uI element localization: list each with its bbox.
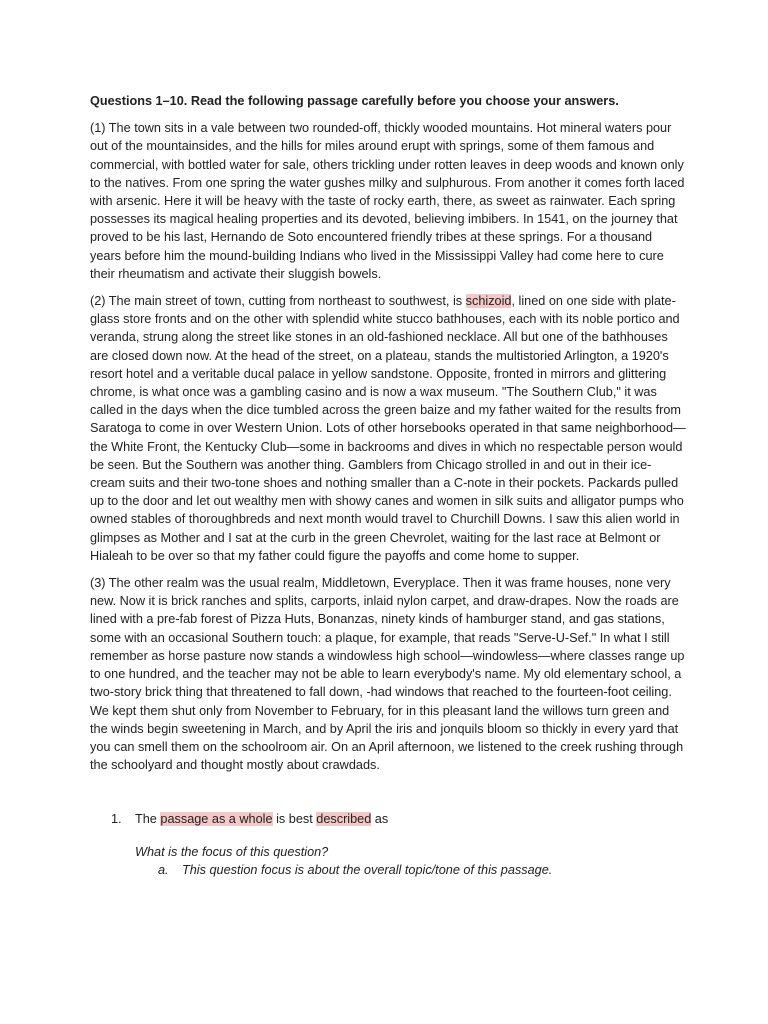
question-text-part-2: is best: [272, 812, 317, 827]
focus-prompt: What is the focus of this question?: [135, 844, 329, 859]
question-1: [90, 810, 686, 879]
question-number: 1.: [111, 812, 122, 827]
instructions-heading: Questions 1–10. Read the following passage carefully before you choose your answers.: [90, 94, 619, 108]
answer-text: This question focus is about the overall topic/tone of this passage.: [182, 862, 553, 877]
answer-item-a: [158, 861, 686, 879]
question-text-part-3: as: [371, 812, 389, 827]
answer-letter: a.: [158, 862, 169, 877]
question-text-part-1: The: [135, 812, 161, 827]
highlight-passage-as-a-whole: passage as a whole: [160, 812, 273, 827]
question-stem: [135, 810, 686, 828]
highlighted-word-schizoid: schizoid: [465, 294, 512, 309]
paragraph-2-text-after: , lined on one side with plate-glass store fronts and on the other with splendid white stucco bathhouses, each with its noble portico and veranda, strung along the street like stones in an old-fashioned necklace. All but one of the bathhouses are closed down now. At the head of the street, on a plateau, stands the multistoried Arlington, a 1920's resort hotel and a veritable ducal palace in yellow sandstone. Opposite, fronted in mirrors and glittering chrome, is what once was a gambling casino and is now a wax museum. "The Southern Club," it was called in the days when the dice tumbled across the green baize and my father waited for the results from Saratoga to come in over Western Union. Lots of other horsebooks operated in that same neighborhood—the White Front, the Kentucky Club—some in backrooms and dives in which no respectable person would be seen. But the Southern was another thing. Gamblers from Chicago strolled in and out in their ice-cream suits and their two-tone shoes and nothing smaller than a C-note in their pockets. Packards pulled up to the door and let out wealthy men with showy canes and women in silk suits and alligator pumps who owned stables of thoroughbreds and next month would travel to Churchill Downs. I saw this alien world in glimpses as Mother and I sat at the curb in the green Chevrolet, waiting for the last race at Belmont or Hialeah to be over so that my father could figure the payoffs and come home to supper.: [90, 294, 686, 563]
passage-paragraph-1: (1) The town sits in a vale between two rounded-off, thickly wooded mountains. Hot mineral waters pour out of the mountainsides, and the hills for miles around erupt with springs, some of them famous and commercial, with bottled water for sale, others trickling under rotten leaves in deep woods and known only to the natives. From one spring the water gushes milky and sulphurous. From another it comes forth laced with arsenic. Here it will be heavy with the taste of rocky earth, there, as sweet as rainwater. Each spring possesses its magical healing properties and its devoted, believing imbibers. In 1541, on the journey that proved to be his last, Hernando de Soto encountered friendly tribes at these springs. For a thousand years before him the mound-building Indians who lived in the Mississippi Valley had come here to cure their rheumatism and activate their sluggish bowels.: [90, 121, 685, 281]
paragraph-2-text-before: (2) The main street of town, cutting from northeast to southwest, is: [90, 294, 466, 309]
passage-paragraph-2: [90, 292, 686, 565]
highlight-described: described: [316, 812, 372, 827]
passage-paragraph-3: (3) The other realm was the usual realm, Middletown, Everyplace. Then it was frame houses, none very new. Now it is brick ranches and splits, carports, inlaid nylon carpet, and draw-drapes. Now the roads are lined with a pre-fab forest of Pizza Huts, Bonanzas, ninety kinds of hamburger stand, and gas stations, some with an occasional Southern touch: a plaque, for example, that reads "Serve-U-Sef." In what I still remember as horse pasture now stands a windowless high school—windowless—where classes range up to one hundred, and the teacher may not be able to learn everybody's name. My old elementary school, a two-story brick thing that threatened to fall down, -had windows that reached to the fourteen-foot ceiling. We kept them shut only from November to February, for in this pleasant land the willows turn green and the winds begin sweetening in March, and by April the iris and jonquils bloom so thickly in every yard that you can smell them on the schoolroom air. On an April afternoon, we listened to the creek rushing through the schoolyard and thought mostly about crawdads.: [90, 576, 685, 773]
document-content: [90, 92, 686, 879]
